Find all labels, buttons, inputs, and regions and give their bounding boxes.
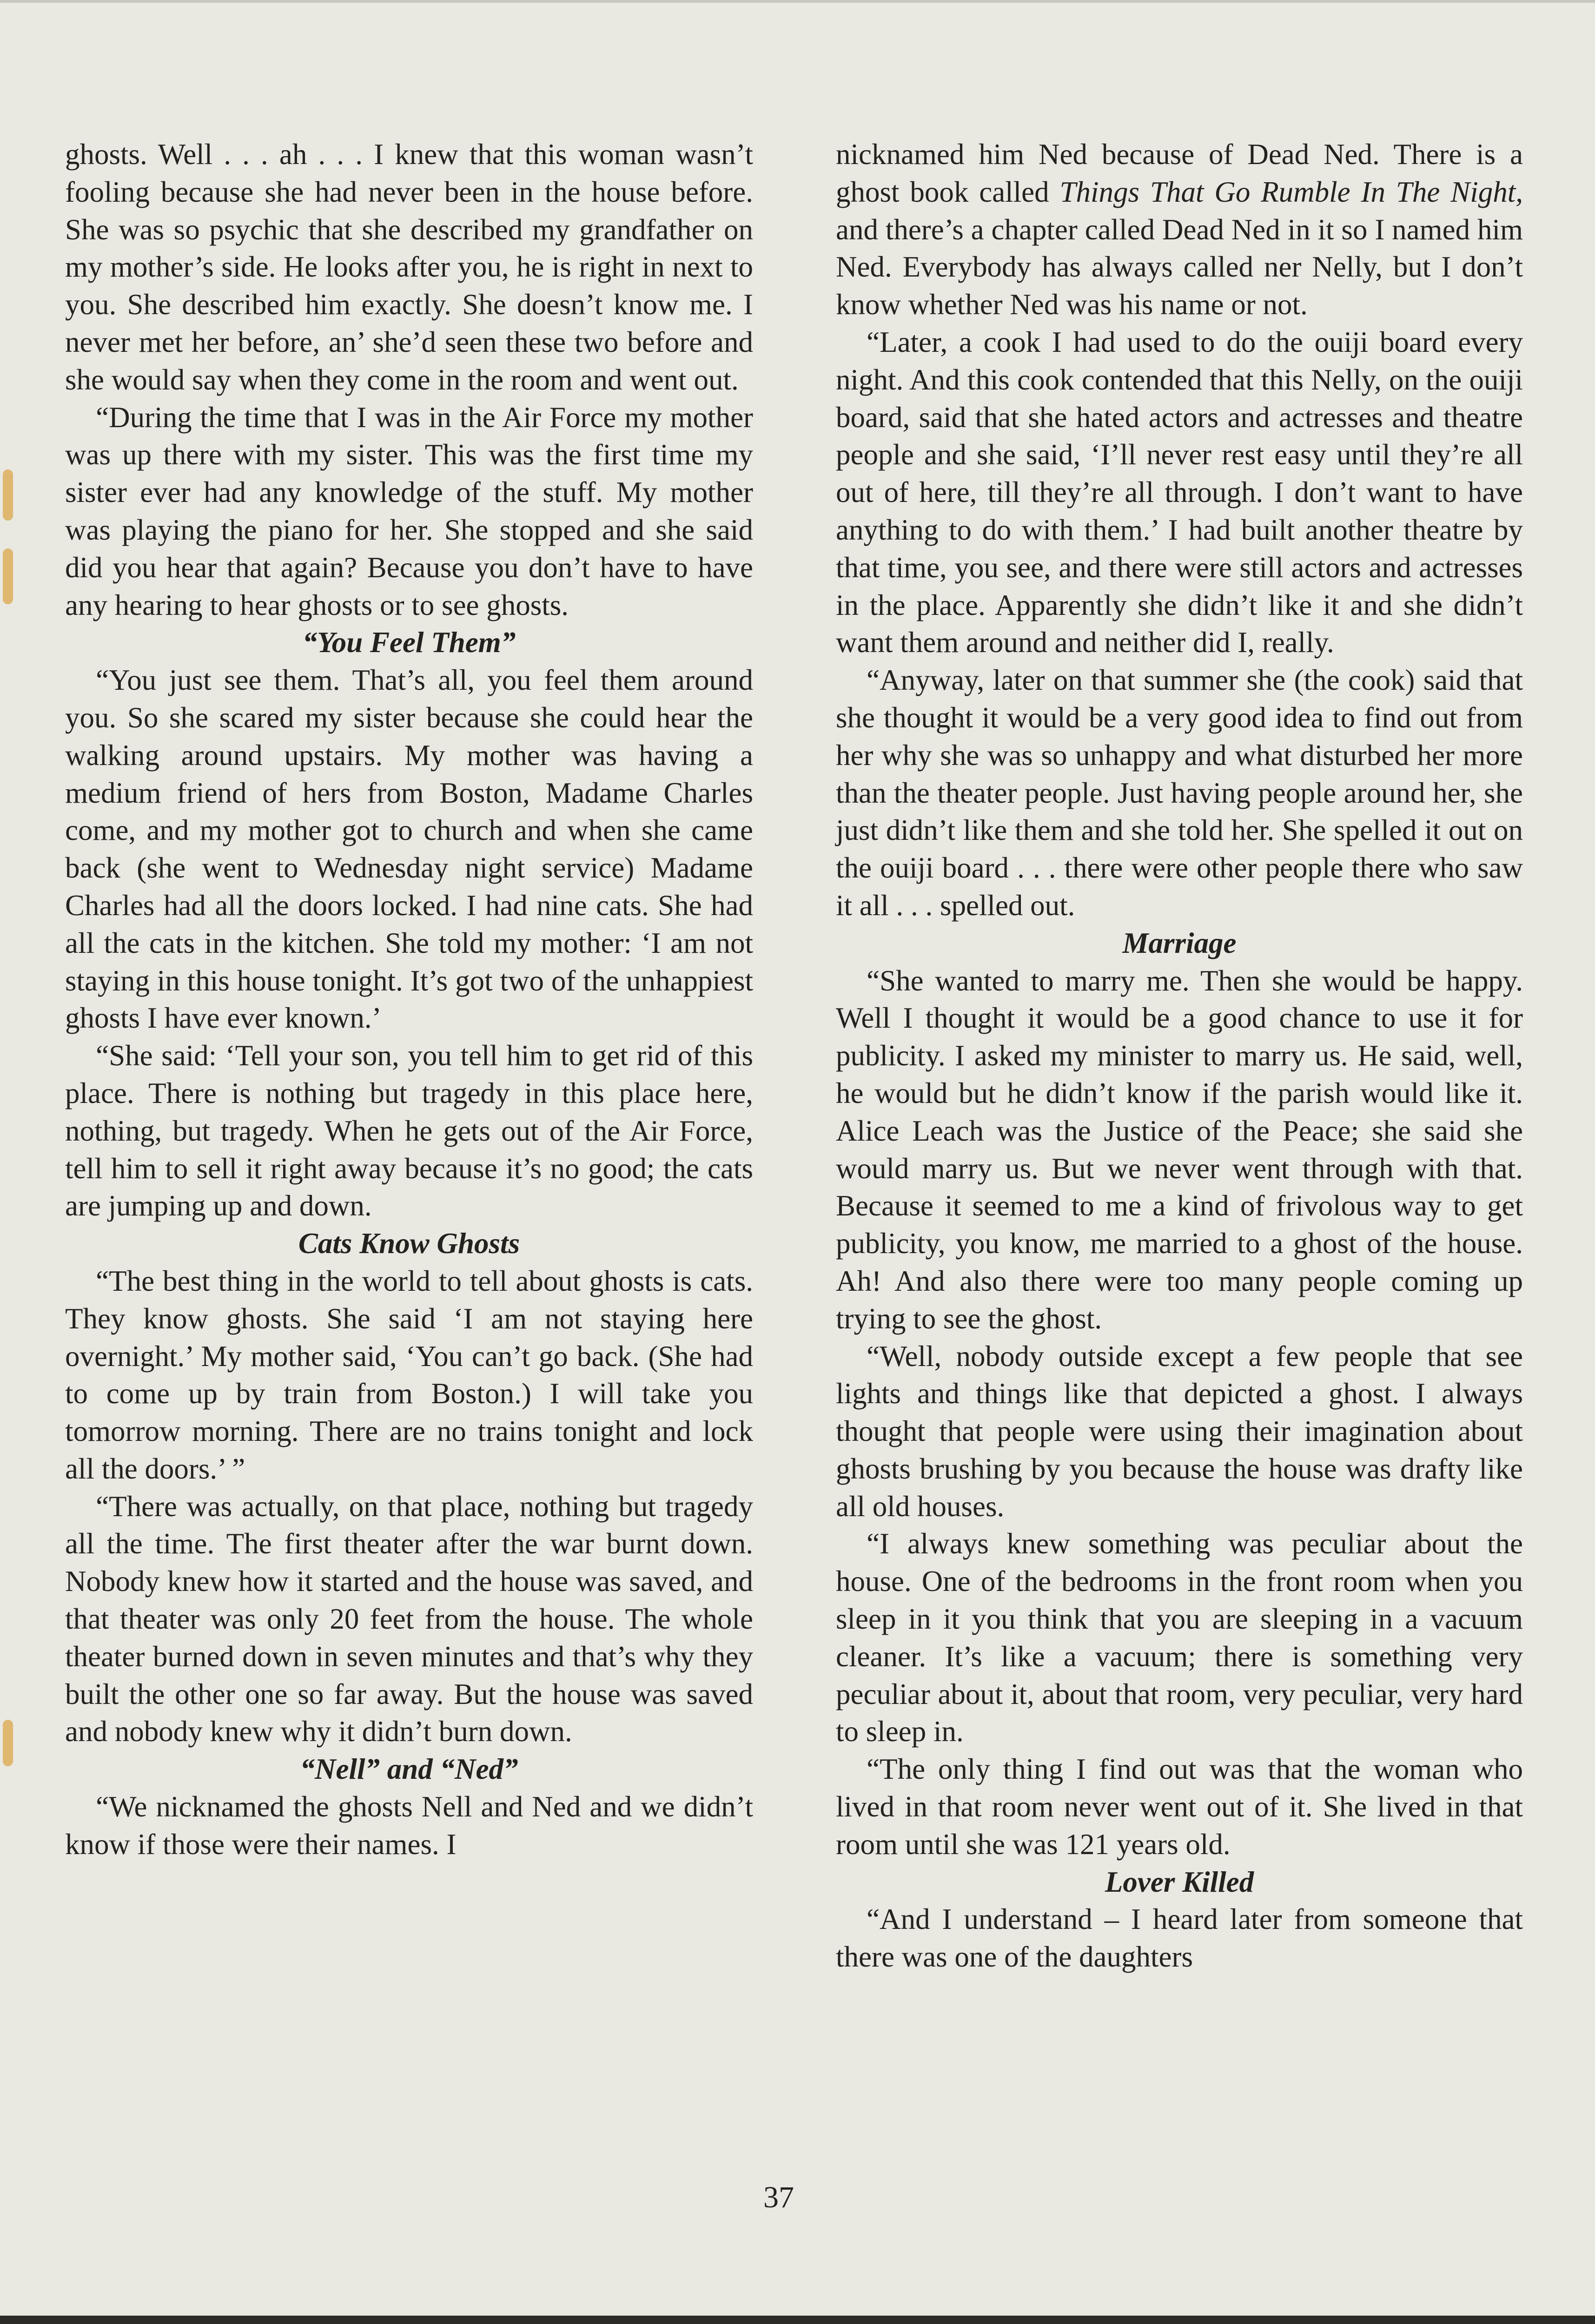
margin-stain-mark [3, 1720, 13, 1766]
section-heading: Cats Know Ghosts [298, 1227, 520, 1260]
paragraph: “Well, nobody outside except a few people that see lights and things like that depicted a ghost. I always thought that people were using their imagination about ghosts brushing by you because the house was drafty like all old houses. [836, 1340, 1523, 1523]
book-title: Things That Go Rumble In The Night, [1059, 175, 1523, 208]
paragraph: “We nicknamed the ghosts Nell and Ned and we didn’t know if those were their names. I [65, 1790, 753, 1861]
paragraph-text: nicknamed him Ned because of Dead Ned. There is a ghost book called [836, 138, 1523, 208]
paragraph: “Later, a cook I had used to do the ouiji board every night. And this cook contended that this Nelly, on the ouiji board, said that she hated actors and actresses and theatre people and she said, ‘I’ll never rest easy until they’re all out of here, till they’re all through. I don’t want to have anything to do with them.’ I had built another theatre by that time, you see, and there were still actors and actresses in the place. Apparently she didn’t like it and she didn’t want them around and neither did I, really. [836, 325, 1523, 659]
section-heading: “You Feel Them” [302, 626, 516, 659]
margin-stain-mark [3, 469, 13, 521]
paragraph: “The only thing I find out was that the woman who lived in that room never went out of it. She lived in that room until she was 121 years old. [836, 1753, 1523, 1861]
margin-stain-mark [3, 548, 13, 604]
section-heading: Marriage [1122, 926, 1237, 959]
paragraph-text: and there’s a chapter called Dead Ned in it so I named him Ned. Everybody has always called ner Nelly, but I don’t know whether Ned was his name or not. [836, 213, 1523, 321]
paragraph: “Anyway, later on that summer she (the cook) said that she thought it would be a very good idea to find out from her why she was so unhappy and what disturbed her more than the theater people. Just having people around her, she just didn’t like them and she told her. She spelled it out on the ouiji board . . . there were other people there who saw it all . . . spelled out. [836, 664, 1523, 922]
paragraph: “You just see them. That’s all, you feel them around you. So she scared my sister because she could hear the walking around upstairs. My mother was having a medium friend of hers from Boston, Madame Charles come, and my mother got to church and when she came back (she went to Wednesday night service) Madame Charles had all the doors locked. I had nine cats. She had all the cats in the kitchen. She told my mother: ‘I am not staying in this house tonight. It’s got two of the unhappiest ghosts I have ever known.’ [65, 664, 753, 1035]
top-edge-rule [0, 0, 1595, 3]
paragraph: “There was actually, on that place, nothing but tragedy all the time. The first theater after the war burnt down. Nobody knew how it started and the house was saved, and that theater was only 20 feet from the house. The whole theater burned down in seven minutes and that’s why they built the other one so far away. But the house was saved and nobody knew why it didn’t burn down. [65, 1490, 753, 1748]
paragraph [836, 136, 1523, 324]
paragraph: “During the time that I was in the Air Force my mother was up there with my sister. This was the first time my sister ever had any knowledge of the stuff. My mother was playing the piano for her. She stopped and she said did you hear that again? Because you don’t have to have any hearing to hear ghosts or to see ghosts. [65, 401, 753, 621]
paragraph: “She said: ‘Tell your son, you tell him to get rid of this place. There is nothing but tragedy in this place here, nothing, but tragedy. When he gets out of the Air Force, tell him to sell it right away because it’s no good; the cats are jumping up and down. [65, 1039, 753, 1222]
paragraph: ghosts. Well . . . ah . . . I knew that this woman wasn’t fooling because she had never been in the house before. She was so psychic that she described my grandfather on my mother’s side. He looks after you, he is right in next to you. She described him exactly. She doesn’t know me. I never met her before, an’ she’d seen these two before and she would say when they come in the room and went out. [65, 138, 753, 396]
left-column [65, 136, 753, 1863]
right-column [836, 136, 1523, 1976]
paragraph: “I always knew something was peculiar about the house. One of the bedrooms in the front room when you sleep in it you think that you are sleeping in a vacuum cleaner. It’s like a vacuum; there is something very peculiar about it, about that room, very peculiar, very hard to sleep in. [836, 1527, 1523, 1748]
page-number: 37 [763, 2180, 794, 2214]
paragraph: “And I understand – I heard later from someone that there was one of the daughters [836, 1903, 1523, 1974]
paragraph: “She wanted to marry me. Then she would be happy. Well I thought it would be a good chance to use it for publicity. I asked my minister to marry us. He said, well, he would but he didn’t know if the parish would like it. Alice Leach was the Justice of the Peace; she said she would marry us. But we never went through with that. Because it seemed to me a kind of frivolous way to get publicity, you know, me married to a ghost of the house. Ah! And also there were too many people coming up trying to see the ghost. [836, 964, 1523, 1335]
section-heading: “Nell” and “Ned” [300, 1753, 518, 1786]
section-heading: Lover Killed [1105, 1865, 1254, 1898]
paragraph: “The best thing in the world to tell about ghosts is cats. They know ghosts. She said ‘I am not staying here overnight.’ My mother said, ‘You can’t go back. (She had to come up by train from Boston.) I will take you tomorrow morning. There are no trains tonight and lock all the doors.’ ” [65, 1264, 753, 1485]
